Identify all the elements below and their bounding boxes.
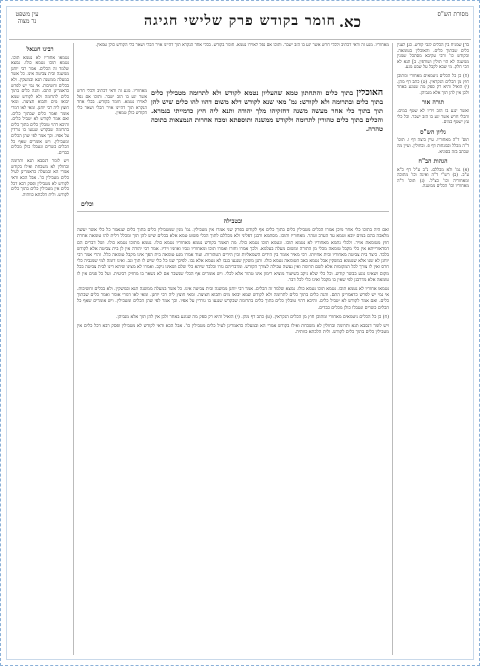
- rabbeinu-chananel-text: נטמאו אחוריו לא נטמא תוכו. נטמא תוכו נטמא כולו. נמצא שלמד זה הכלים. אמר רבי יוחנן ממשנה ובית צביטה אינו. כל אשר במעלה ממשנה תנא ובמשקין. ולא בכלים וחשיבות. אי נמי יש לפרש כדאמרינן התם. והנה כלים בתוך כלים לתרומה ולא לקודש שמא יבואו מים ותבוא חציצה. ומאי חוצץ ליה רבי יוחנן. ומאי לאו דמרי אומר ואמר כלים שבתוך כלים. ואם אמר לקודש לא יטביל כלים. והיכא דהוי טובלין כלים בתוך כלים בתרומה שבקדש שנגעו בו גורדין על אפיו. וכך אמר לפי שהן הכלים ומטבילין. ויש אומרים שאף כל הכלים כשרים ונטבלו כולן מכלים כבדים.: [11, 55, 69, 156]
- page-header: [1, 9, 479, 37]
- commentary-text-4: ויש לומר דנסבא תנא ותרומה ובחולין לא משכחת ואילו בקודש אמרי הא ובמעלה כדאמרינן לעיל כלים מטבילין כו'. אבל הכא ודאי לקודש לא מטבילין ופסק רבא דכל כלים אין מטבילין כלים בתוך כלים לקודש. ולית הלכתא כוותיה.: [77, 324, 389, 336]
- masoret-text: בד] שמניח בין הכלים לגבי קודש. כג] לענין כלים שבתוך כלים. והאוכלין בטומאה. ובקודש כו' ורבי עקיבא מסתכל שמנין ממשנה לא הוי תולין ושורפין. ב] תנא לא הכי חלק. מי שבא לקבל על שבט מגע.: [397, 43, 469, 71]
- right-margin-column: [397, 43, 469, 655]
- gemara-text-2: והכלים בתוך כלים טהורין לתרומה ולקודש ממשנה ותוספתא ומכח אחרות הנמצאות בתוכה טהרה.: [151, 116, 383, 133]
- running-title: חומר בקודש פרק שלישי חגיגה: [144, 13, 336, 29]
- commentary-rule: [77, 211, 389, 212]
- torah-or-heading: תורה אור: [421, 99, 445, 107]
- opening-word: האוכלין: [356, 89, 383, 98]
- commentary-text-2: נטמאו אחוריו לא נטמא תוכו. נטמא תוכו נטמא כולו. נמצא שלמד זה הכלים. אמר רבי יוחנן ממשנה ובית צביטה אינו. כל אשר במעלה ממשנה תנא ובמשקין. ולא בכלים וחשיבות. אי נמי יש לפרש כדאמרינן התם. והנה כלים בתוך כלים לתרומה ולא לקודש שמא יבואו מים ותבוא חציצה. ומאי חוצץ ליה רבי יוחנן. ומאי לאו דמרי אומר ואמר כלים שבתוך כלים. ואם אמר לקודש לא יטביל כלים. והיכא דהוי טובלין כלים בתוך כלים בתרומה שבקדש שנגעו בו גורדין על אפיו. וכך אמר לפי שהן הכלים ומטבילין. ויש אומרים שאף כל הכלים כשרים ונטבלו כולן מכלים כבדים.: [77, 287, 389, 311]
- gilyon-hashas-heading: גליון הש"ס: [420, 128, 446, 136]
- tosafot-side-band: [77, 89, 147, 199]
- rashi-top-text: מאחוריו. מגע זה ודאי דכתיב ולכלי חרש אשר יגע בו הזב ישבר. ותוכו אם נפל לאוירו נטמא. חומר בקודש. בכלי אחד הנקרא תוך דהיינו אויר הכלי ושאר כלי הקודש כולן טמאין.: [95, 43, 389, 48]
- tosafot-side-text: מאחוריו. מגע זה ודאי דכתיב ולכלי חרש אשר יגע בו הזב ישבר. ותוכו אם נפל לאוירו נטמא. חומר בקודש. בכלי אחד הנקרא תוך דהיינו אויר הכלי ושאר כלי הקודש כולן טמאין.: [77, 89, 147, 117]
- gilyon-hashas-text: תוס' ד"ה מאחוריו. עיין ביצה דף ו. תוס' ד"ה מכלל ובמנחות דף פ. ובחולין. ועיין מה שכתב בזה בסוגיא.: [397, 138, 469, 155]
- gemara-text: בתוך כלים והתחתון טמא שהעליון נטמא לקודש ולא לתרומה מטבילין כלים בתוך כלים ובתרומה ולא לקודש: גמ' מאי שנא לקודש דלא משום דהוו להו כלים שיש להן תוך בתוך כלי אחר מעשה משנה דחזקיהו מלך יהודה ותנא ליה חיץ כדמייתי בגמרא.: [151, 89, 383, 115]
- right-divider: [392, 43, 393, 655]
- gemara-main-text: [151, 89, 383, 199]
- commentary-text: ואם היה בתוכו כלי אחר מיכן אמרו הכלים מטבילין כלים בתוך כלים אף לקודש בפרק שני אמרו אין מטבילין. גמ' מנין שמטבילין כלים בתוך כלים שנאמר כל כלי אשר יעשה מלאכה בהם במים יובא וטמא עד הערב וטהר. מאחוריו ותוכו. מסתמא ורבנן דפליגי ולא מכללם לתוך הכלי פשוט טמא אלא בכלים שיש להן תוך ומכלל דלית להו טומאה אחרת חוץ מטומאת אויר. ולכלי נתמא מאחוריו לא נטמא תוכו. ונטמא תוכו נטמא כולו. מה תאמר בקודש נטמא מאחוריו נטמא כולו. נטמא מתוכו נטמא כולו. ושל דברים הם דמדאורייתא אין כלי מקבל טומאה מכלי מן התורה ומשום מעלה בעלמא. ולכך אמרו וחזרו ואמרו תוכו ומאחוריו וגביו ואוזניו וידיו. אמר רבי יהודה אין לן בית צביטה אלא לקודש בלבד. כיצד בית צביטה מאחוריו ובית אחיזתו. רבי מאיר אומר בין הידים השמאליות ובין הידים הטהורות. ועוד אמרו מגע טומאה בית הפך אינו מקבל טומאה כלל. והרי אמר רבי יוחנן לא שנו אלא שנטמא במשקין אבל נטמא באב הטומאה נטמא כולו. ותנן משקין שנגעו בגבו לא נטמא אלא גבו. לפיכך שנו כל כלי שיש לו תוך וגב. ואינו דומה למי שמגביה כלי חרס ואין לו צורך לכל המקומות אלא לשם תרומה ואין נעשה טבילה לצורך הקודש. ומדבריהם גזרו ובלבד שיהא כלי שלם ושאינו ניקב. ואמרו לא מצינו שיהא דינו לבית צביטה בכל מקום ושאינו נוגע בבשר קודש. וכל כלי שלא ניקב בשיעור מוציא רימון אינו טהור אלא לכלי. ויש אומרים אף הכלי שנשבר אם לא נשאר בו מחזיק רביעית. ועל כל פנים אין לו טומאה אלא מדרבנן לפי שאין בו מקבל ואינו כלי לכל דבר.: [77, 228, 389, 283]
- hagahot-heading: הגהות הב"ח: [418, 158, 448, 166]
- ein-mishpat-label: עין משפט נר מצוה: [15, 11, 39, 25]
- torah-or-text: ואשר ינגע בו הזב וידיו לא שטף במים. והכלי חרש אשר יגע בו הזב ישבר. וכל כלי עץ ישטף במים.: [397, 108, 469, 126]
- rashi-top-band: [77, 43, 389, 87]
- masoret-notes: (ח) כן כל הכלים ניטמאים מאחורי ומתוכן חוץ מן הכלים הנקראין. (ט) כתב דף מהן. (י) הואיל והיא רק ספק מה שנוגע באחר ולכן אין להן תוך אלא מגביהן.: [397, 73, 469, 96]
- rabbeinu-chananel-heading: רבינו חננאל: [26, 46, 54, 53]
- commentary-block: [77, 215, 389, 655]
- rabbeinu-chananel-text-2: ויש לומר דנסבא תנא ותרומה ובחולין לא משכחת ואילו בקודש אמרי הא ובמעלה כדאמרינן לעיל כלים מטבילין כו'. אבל הכא ודאי לקודש לא מטבילין ופסק רבא דכל כלים אין מטבילין כלים בתוך כלים לקודש. ולית הלכתא כוותיה.: [11, 159, 69, 198]
- catchword: וכלים: [81, 201, 94, 208]
- left-divider: [73, 43, 74, 655]
- masoret-hashas-label: מסורת הש"ס: [437, 11, 469, 18]
- left-margin-column: [11, 43, 69, 655]
- header-rule: [9, 39, 471, 40]
- commentary-heading: ובטבילה: [223, 218, 243, 225]
- hagahot-text: (א) גמ' ולא מכללם. נ"ב ע"ל דף כ"א ע"ב. (ב) רש"י ד"ה ואינה וכו' מתוכה ומאחוריה וכו' כצ"ל. (ג) תוס' ד"ה מאחוריו וכו' הכלים ממשנה.: [397, 167, 469, 190]
- commentary-text-3: (ח) כן כל הכלים ניטמאים מאחורי ומתוכן חוץ מן הכלים הנקראין. (ט) כתב דף מהן. (י) הואיל והיא רק ספק מה שנוגע באחר ולכן אין להן תוך אלא מגביהן.: [116, 314, 389, 320]
- daf-number: כא.: [338, 13, 361, 31]
